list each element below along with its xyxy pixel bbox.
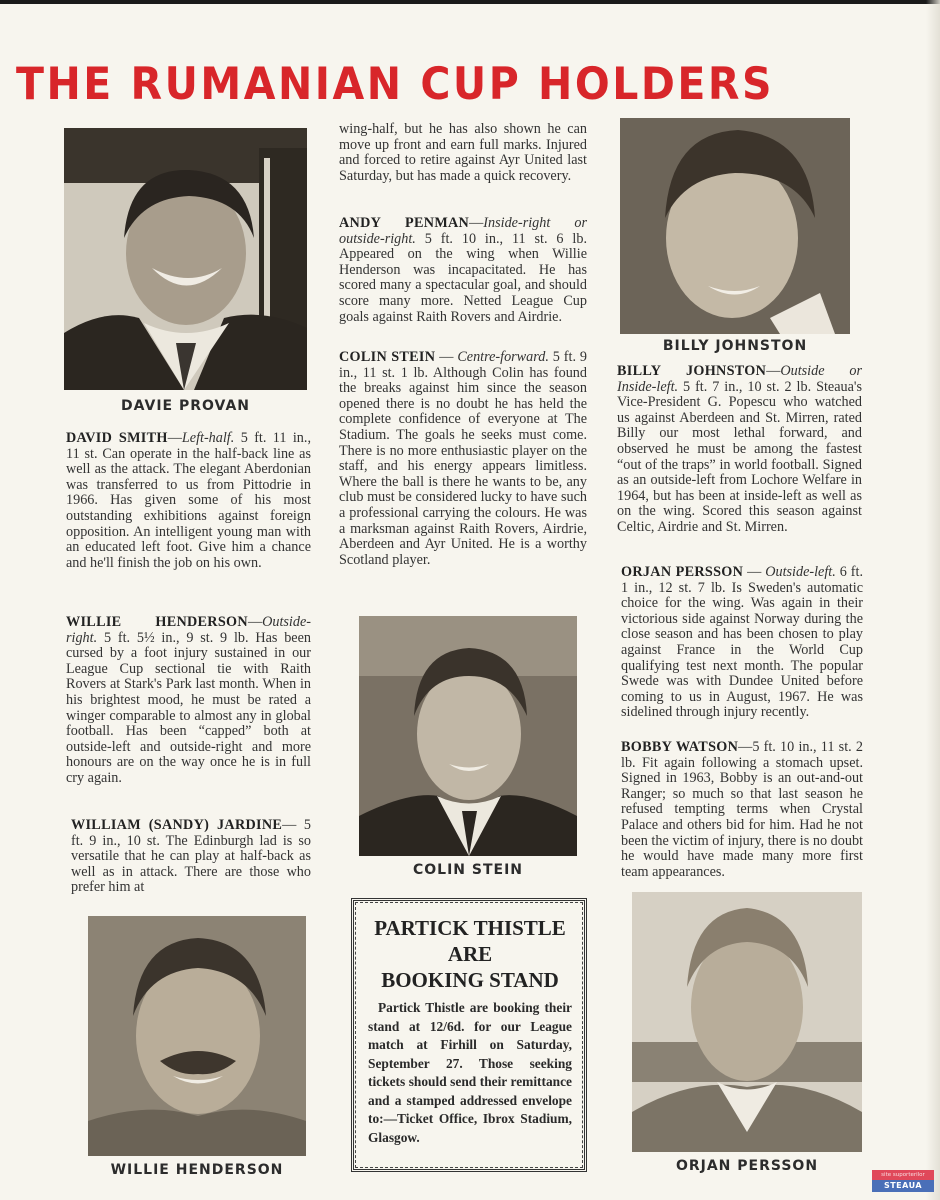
bio-willie-henderson <box>66 615 311 787</box>
bio-david-smith <box>66 431 311 571</box>
player-position: Left-half. <box>181 430 235 446</box>
photo-orjan-persson <box>632 892 862 1152</box>
bio-billy-johnston <box>617 364 862 536</box>
bio-orjan-persson <box>621 565 863 721</box>
dash: — <box>435 349 458 365</box>
player-name: BILLY JOHNSTON <box>617 363 767 379</box>
player-description: wing-half, but he has also shown he can move up front and earn full marks. Injured and forced to retire against Ayr United last Saturday, but has made a quick recovery. <box>339 121 587 184</box>
player-name: WILLIAM (SANDY) JARDINE <box>71 817 283 833</box>
player-description: 5 ft. 11 in., 11 st. Can operate in the half-back line as well as the attack. The elegant Aberdonian was transferred to us from Pittodrie in 1966. Has given some of his most outstanding exhibitions against foreign opposition. An intelligent young man with an educated left foot. Give him a chance and he'll finish the job on his own. <box>66 430 311 571</box>
dash: — <box>469 215 484 231</box>
dash: — <box>247 614 263 630</box>
player-position: Outside or Inside-left. <box>617 363 862 395</box>
dash: — <box>282 817 297 833</box>
dash: — <box>738 739 753 755</box>
player-description: 5 ft. 10 in., 11 st. 6 lb. Appeared on the wing when Willie Henderson was incapacitated. He has scored many a spectacular goal, and should score many more. Netted League Cup goals against Raith Rovers and Airdrie. <box>339 230 587 325</box>
advert-headline-line2: ARE <box>447 942 493 966</box>
steaua-watermark-logo <box>872 1170 934 1196</box>
photo-colin-stein <box>359 616 577 856</box>
bio-colin-stein <box>339 350 587 568</box>
player-position: Centre-forward. <box>457 349 549 365</box>
caption-orjan-persson: ORJAN PERSSON <box>675 1158 819 1174</box>
player-description: 5 ft. 9 in., 11 st. 1 lb. Although Colin has found the breaks against him since the season opened there is no doubt he has held the complete confidence of everyone at The Stadium. The goals he seeks must come. There is no more enthusiastic player on the staff, and his energy appears limitless. Where the ball is there he wants to be, any club must be considered lucky to have such a professional carrying the colours. He was a marksman against Raith Rovers, Airdrie, Aberdeen and Ayr United. He is a worthy Scotland player. <box>339 349 587 568</box>
watermark-bottom-text: STEAUA <box>872 1180 934 1192</box>
player-position: Inside-right or outside-right. <box>339 215 587 247</box>
photo-willie-henderson <box>88 916 306 1156</box>
player-name: WILLIE HENDERSON <box>66 614 248 630</box>
dash: — <box>766 363 781 379</box>
player-name: COLIN STEIN <box>339 349 436 365</box>
dash: — <box>167 430 182 446</box>
bio-sandy-jardine-continued <box>339 122 587 184</box>
player-name: BOBBY WATSON <box>621 739 739 755</box>
player-position: Outside-left. <box>765 564 836 580</box>
caption-davie-provan: DAVIE PROVAN <box>121 398 250 414</box>
player-name: DAVID SMITH <box>66 430 168 446</box>
page-edge-shadow <box>926 0 940 1200</box>
player-name: ORJAN PERSSON <box>621 564 744 580</box>
player-description: 5 ft. 7 in., 10 st. 2 lb. Steaua's Vice-President G. Popescu who watched us against Aberdeen and St. Mirren, rated Billy our most lethal forward, and observed he must be among the fastest “out of the traps” in world football. Signed as an outside-left from Lochore Welfare in 1964, but has been at inside-left as well as on the wing. Scored this season against Celtic, Airdrie and St. Mirren. <box>617 378 862 535</box>
page-title: THE RUMANIAN CUP HOLDERS <box>16 58 774 110</box>
bio-andy-penman <box>339 216 587 325</box>
photo-billy-johnston <box>620 118 850 334</box>
advert-body: Partick Thistle are booking their stand at 12/6d. for our League match at Firhill on Saturday, September 27. Those seeking tickets should send their remittance and a stamped addressed envelope to:—Ticket Office, Ibrox Stadium, Glasgow. <box>368 1000 572 1145</box>
bio-bobby-watson <box>621 740 863 880</box>
caption-billy-johnston: BILLY JOHNSTON <box>662 338 808 354</box>
caption-willie-henderson: WILLIE HENDERSON <box>110 1162 284 1178</box>
photo-davie-provan <box>64 128 307 390</box>
dash: — <box>743 564 766 580</box>
partick-thistle-advert <box>351 898 587 1172</box>
bio-sandy-jardine <box>71 818 311 896</box>
player-description: 5 ft. 5½ in., 9 st. 9 lb. Has been cursed by a foot injury sustained in our League Cup sectional tie with Raith Rovers at Stark's Park last month. When in his brightest mood, he must be rated a winger comparable to almost any in global football. Has been “capped” both at outside-left and outside-right and more honours are on the way once he is in full cry again. <box>66 629 311 786</box>
player-description: 5 ft. 9 in., 10 st. The Edinburgh lad is so versatile that he can play at half-back as well as in attack. There are those who prefer him at <box>71 817 311 896</box>
player-position: Outside-right. <box>66 614 311 646</box>
player-name: ANDY PENMAN <box>339 215 470 231</box>
advert-headline-line3: BOOKING STAND <box>381 968 559 992</box>
caption-colin-stein: COLIN STEIN <box>412 862 524 878</box>
watermark-top-text: site suporterilor <box>872 1170 934 1180</box>
advert-headline-line1: PARTICK THISTLE <box>374 916 566 940</box>
page-top-edge <box>0 0 940 4</box>
player-description: 6 ft. 1 in., 12 st. 7 lb. Is Sweden's automatic choice for the wing. Was again in their victorious side against Norway during the close season and has been chosen to play against France in the World Cup qualifying test next month. The popular Swede was with Dundee United before coming to us in August, 1967. He was sidelined through injury recently. <box>621 564 863 721</box>
player-description: 5 ft. 10 in., 11 st. 2 lb. Fit again following a stomach upset. Signed in 1963, Bobby is an out-and-out Ranger; so much so that last season he refused tempting terms when Crystal Palace and others bid for him. Had he not been the victim of injury, there is no doubt he would have made many more first team appearances. <box>621 739 863 880</box>
